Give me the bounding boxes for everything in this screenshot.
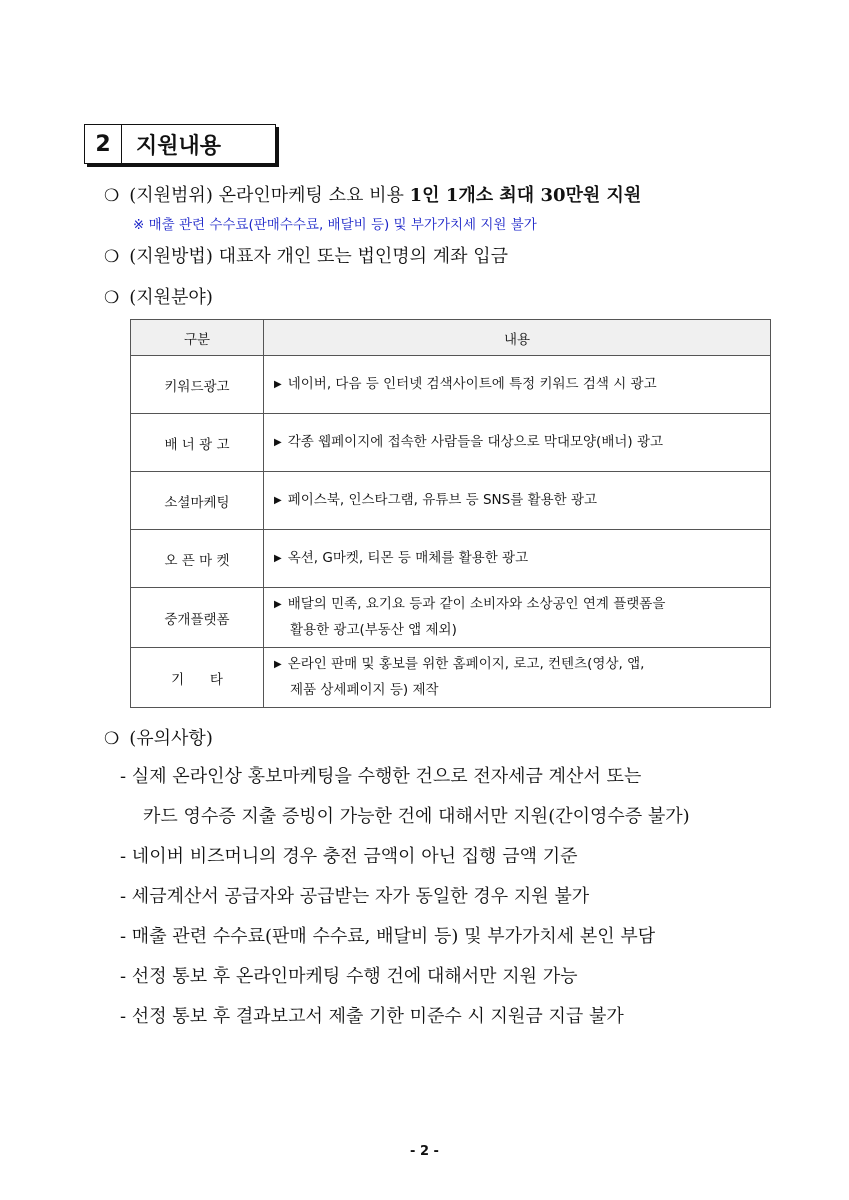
section-number: 2 — [85, 125, 122, 163]
note-item: - 선정 통보 후 결과보고서 제출 기한 미준수 시 지원금 지급 불가 — [120, 1006, 624, 1027]
row-desc-cell — [264, 356, 771, 414]
scope-text: 온라인마케팅 소요 비용 — [218, 185, 404, 206]
section-heading — [84, 124, 276, 164]
row-desc: 온라인 판매 및 홍보를 위한 홈페이지, 로고, 컨텐츠(영상, 앱, — [287, 656, 645, 672]
row-desc-continued: 활용한 광고(부동산 앱 제외) — [290, 622, 457, 638]
table-header-row — [131, 320, 771, 356]
note-item: - 실제 온라인상 홍보마케팅을 수행한 건으로 전자세금 계산서 또는 — [120, 766, 642, 787]
method-line — [104, 242, 508, 268]
note-item-continued: 카드 영수증 지출 증빙이 가능한 건에 대해서만 지원(간이영수증 불가) — [143, 806, 690, 827]
scope-label: (지원범위) — [129, 185, 213, 206]
triangle-bullet-icon: ▶ — [274, 494, 282, 506]
page-number: - 2 - — [410, 1144, 439, 1159]
table-row — [131, 648, 771, 708]
scope-note: ※ 매출 관련 수수료(판매수수료, 배달비 등) 및 부가가치세 지원 불가 — [133, 217, 537, 233]
field-label: (지원분야) — [129, 287, 213, 308]
table-row — [131, 588, 771, 648]
row-category: 키워드광고 — [131, 356, 264, 414]
table-header-category: 구분 — [131, 320, 264, 356]
notes-label: (유의사항) — [129, 728, 213, 749]
triangle-bullet-icon: ▶ — [274, 436, 282, 448]
triangle-bullet-icon: ▶ — [274, 552, 282, 564]
hollow-circle-icon: ❍ — [104, 186, 120, 206]
method-text: 대표자 개인 또는 법인명의 계좌 입금 — [218, 246, 509, 267]
section-title: 지원내용 — [136, 133, 222, 159]
triangle-bullet-icon: ▶ — [274, 599, 282, 610]
triangle-bullet-icon: ▶ — [274, 659, 282, 670]
row-desc: 각종 웹페이지에 접속한 사람들을 대상으로 막대모양(배너) 광고 — [287, 433, 664, 450]
row-desc: 옥션, G마켓, 티몬 등 매체를 활용한 광고 — [287, 549, 529, 566]
note-item: - 매출 관련 수수료(판매 수수료, 배달비 등) 및 부가가치세 본인 부담 — [120, 926, 656, 947]
note-item: - 세금계산서 공급자와 공급받는 자가 동일한 경우 지원 불가 — [120, 886, 590, 907]
notes-line — [104, 724, 213, 750]
hollow-circle-icon: ❍ — [104, 247, 120, 267]
triangle-bullet-icon: ▶ — [274, 378, 282, 390]
row-desc-cell — [264, 414, 771, 472]
row-desc-cell — [264, 530, 771, 588]
row-desc-cell — [264, 472, 771, 530]
row-category: 오 픈 마 켓 — [131, 530, 264, 588]
scope-bold-text: 1인 1개소 최대 30만원 지원 — [409, 185, 642, 206]
note-item: - 네이버 비즈머니의 경우 충전 금액이 아닌 집행 금액 기준 — [120, 846, 578, 867]
hollow-circle-icon: ❍ — [104, 729, 120, 749]
table-row — [131, 414, 771, 472]
field-line — [104, 283, 213, 309]
row-desc-continued: 제품 상세페이지 등) 제작 — [290, 682, 439, 698]
method-label: (지원방법) — [129, 246, 213, 267]
note-item: - 선정 통보 후 온라인마케팅 수행 건에 대해서만 지원 가능 — [120, 966, 578, 987]
scope-line — [104, 181, 641, 207]
row-desc: 배달의 민족, 요기요 등과 같이 소비자와 소상공인 연계 플랫폼을 — [287, 596, 666, 612]
row-category: 소셜마케팅 — [131, 472, 264, 530]
hollow-circle-icon: ❍ — [104, 288, 120, 308]
row-desc-cell — [264, 648, 771, 708]
row-category: 배 너 광 고 — [131, 414, 264, 472]
row-category: 중개플랫폼 — [131, 588, 264, 648]
row-desc-cell — [264, 588, 771, 648]
table-header-content: 내용 — [264, 320, 771, 356]
table-row — [131, 472, 771, 530]
row-desc: 페이스북, 인스타그램, 유튜브 등 SNS를 활용한 광고 — [287, 491, 598, 508]
table-row — [131, 530, 771, 588]
support-field-table — [130, 319, 771, 708]
table-row — [131, 356, 771, 414]
row-desc: 네이버, 다음 등 인터넷 검색사이트에 특정 키워드 검색 시 광고 — [287, 375, 657, 392]
row-category: 기 타 — [131, 648, 264, 708]
